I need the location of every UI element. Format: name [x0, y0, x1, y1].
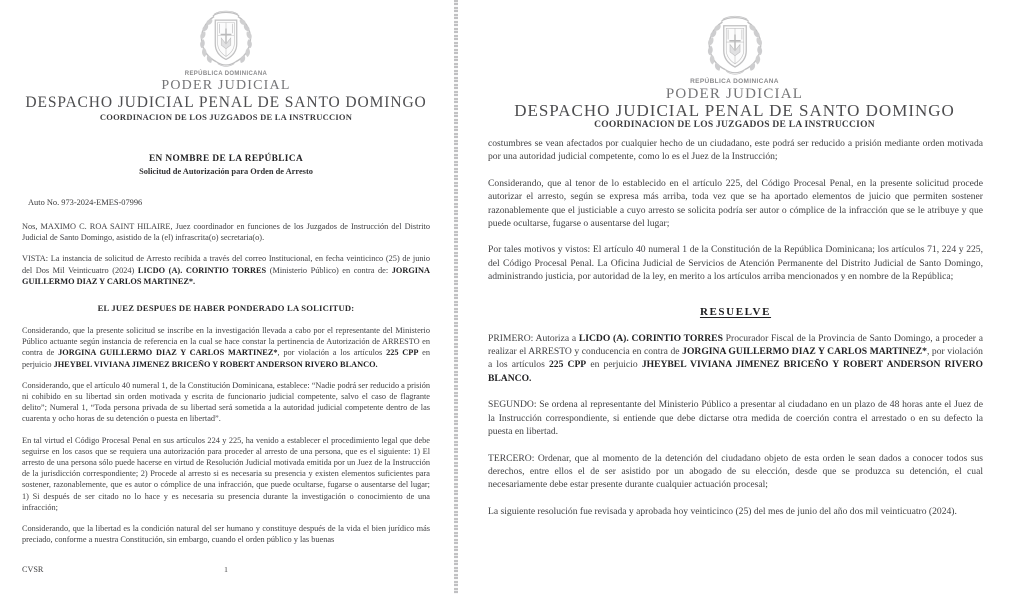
considerando-1-part-e: en perjuicio — [22, 348, 431, 369]
page-1-title: EN NOMBRE DE LA REPÚBLICA — [148, 154, 304, 164]
primero-prosecutor: LICDO (A). CORINTIO TORRES — [578, 332, 723, 344]
page-1-letterhead — [0, 0, 452, 123]
scan-edge-noise — [454, 0, 458, 594]
primero-victims: JHEYBEL VIVIANA JIMENEZ BRICEÑO Y ROBERT ANDERSON RIVERO BLANCO. — [488, 359, 983, 384]
considerando-1-article: 225 CPP — [386, 348, 419, 358]
considerando-1-defendants: JORGINA GUILLERMO DIAZ Y CARLOS MARTINEZ* — [58, 348, 278, 358]
letterhead-country: REPÚBLICA DOMINICANA — [184, 71, 268, 77]
dominican-republic-coat-of-arms-emblem — [697, 12, 773, 77]
document-page-1 — [0, 0, 452, 594]
paragraph-nos: Nos, MAXIMO C. ROA SAINT HILAIRE, Juez coordinador en funciones de los Juzgados de Instrucción del Distrito Judicial de Santo Domingo, asistido de la (el) infrascrita(o) secretaria(o). — [22, 222, 430, 243]
considerando-1-part-a: Considerando, que la presente solicitud se inscribe en la investigación llevada a cabo por el representante del Ministerio Público actuante según instancia de referencia en la cual se hace constar la pertinencia de Autorización de ARRESTO en contra de — [22, 326, 430, 358]
considerando-1 — [22, 325, 430, 370]
considerando-articulo-225: Considerando, que al tenor de lo establecido en el artículo 225, del Código Procesal Penal, en la presente solicitud procede autorizar el arresto, según se expresa más arriba, toda vez que se ha aportado elementos de juicio que permiten sostener razonablemente que el justiciable a cuyo arresto se solicita podría ser autor o cómplice de la infracción que se le atribuye y que puede ocultarse, fugarse o ausentarse del lugar; — [488, 177, 983, 230]
page-2-letterhead — [460, 0, 1009, 131]
closing-statement: La siguiente resolución fue revisada y aprobada hoy veinticinco (25) del mes de junio del año dos mil veinticuatro (2024). — [488, 505, 957, 517]
page-1-body — [0, 153, 452, 545]
vista-mid: (Ministerio Público) en contra de: — [266, 265, 392, 275]
considerando-1-part-c: , por violación a los artículos — [277, 348, 387, 358]
letterhead-department: COORDINACION DE LOS JUZGADOS DE LA INSTRUCCION — [594, 120, 875, 130]
paragraph-codigo-procesal: En tal virtud el Código Procesal Penal en sus artículos 224 y 225, ha venido a establecer el procedimiento legal que debe seguirse en los casos que se requiera una autorización para proceder al arresto de una persona, que es el siguiente: 1) El arresto de una persona sólo puede hacerse en virtud de Resolución Judicial motivada emitida por un Juez de la Instrucción de la jurisdicción correspondiente; 2) Procede al arresto si es necesaria su presencia y existen elementos suficientes para sostener, razonablemente, que es autor o cómplice de una infracción, que puede ocultarse, fugarse o ausentarse del lugar; 1) Si después de ser citado no lo hace y es necesaria su presencia durante la investigación o conocimiento de una infracción; — [22, 435, 430, 512]
letterhead-office: DESPACHO JUDICIAL PENAL DE SANTO DOMINGO — [25, 94, 427, 111]
considerando-2: Considerando, que el artículo 40 numeral 1, de la Constitución Dominicana, establece: “Nadie podrá ser reducido a prisión ni cohibido en su libertad sin orden motivada y escrita de funcionario judicial competente, salvo el caso de flagrante delito”; Numeral 1, “Toda persona privada de su libertad será sometida a la autoridad judicial competente dentro de las cuarenta y ocho horas de su detención o puesta en libertad”. — [22, 380, 430, 424]
footer-initials: CVSR — [22, 565, 44, 574]
resuelve-heading: RESUELVE — [699, 305, 772, 318]
letterhead-department: COORDINACION DE LOS JUZGADOS DE LA INSTRUCCION — [99, 112, 353, 122]
vista-intro: VISTA: La instancia de solicitud de Arresto recibida a través del correo Institucional, en fecha veinticinco (25) de junio del Dos Mil Veinticuatro (2024) — [22, 254, 430, 275]
document-page-2 — [460, 0, 1009, 594]
primero-part-e: , por violación a los artículos — [488, 346, 983, 371]
vista-prosecutor: LICDO (A). CORINTIO TORRES — [137, 265, 267, 275]
judge-considered-heading: EL JUEZ DESPUES DE HABER PONDERADO LA SOLICITUD: — [97, 303, 355, 314]
primero-article: 225 CPP — [548, 359, 587, 371]
page-separator — [452, 0, 460, 594]
resolution-tercero: TERCERO: Ordenar, que al momento de la detención del ciudadano objeto de esta orden le sean dados a conocer todos sus derechos, entre ellos el de ser asistido por un abogado de su elección, desde que se produzca su detención, el cual necesariamente debe estar presente durante cualquier actuación procesal; — [488, 452, 983, 491]
page-2-body — [460, 131, 1009, 518]
letterhead-office: DESPACHO JUDICIAL PENAL DE SANTO DOMINGO — [514, 101, 955, 120]
letterhead-country: REPÚBLICA DOMINICANA — [690, 78, 779, 85]
auto-number: Auto No. 973-2024-EMES-07996 — [28, 198, 143, 207]
primero-part-c: Procurador Fiscal de la Provincia de Santo Domingo, a proceder a realizar el ARRESTO y conducencia en contra de — [488, 332, 983, 358]
paragraph-continuation: costumbres se vean afectados por cualquier hecho de un ciudadano, este podrá ser reducido a prisión mediante orden motivada por una autoridad judicial competente, como lo es el Juez de la Instrucción; — [488, 138, 983, 163]
primero-part-a: PRIMERO: Autoriza a — [488, 332, 579, 344]
dominican-republic-coat-of-arms-emblem — [190, 7, 262, 69]
considerando-libertad: Considerando, que la libertad es la condición natural del ser humano y constituye después de la vida el bien jurídico más preciado, conforme a nuestra Constitución, sin embargo, cuando el orden público y las buenas — [22, 524, 430, 545]
vista-defendants: JORGINA GUILLERMO DIAZ Y CARLOS MARTINEZ*. — [22, 265, 430, 286]
resolution-segundo: SEGUNDO: Se ordena al representante del Ministerio Público a presentar al ciudadano en un plazo de 48 horas ante el Juez de la Instrucción correspondiente, si entiende que debe dictarse otra medida de coerción contra el arrestado o en su defecto la puesta en libertad. — [488, 399, 983, 438]
page-1-subtitle: Solicitud de Autorización para Orden de Arresto — [139, 167, 313, 176]
letterhead-branch: PODER JUDICIAL — [161, 78, 291, 93]
paragraph-por-tales-motivos: Por tales motivos y vistos: El artículo 40 numeral 1 de la Constitución de la República Dominicana; los artículos 71, 224 y 225, del Código Procesal Penal. La Oficina Judicial de Servicios de Atención Permanente del Distrito Judicial de Santo Domingo, administrando justicia, por autoridad de la ley, en merito a los artículos arriba mencionados y en nombre de la República; — [488, 244, 983, 283]
resolution-primero — [488, 332, 983, 386]
primero-defendants: JORGINA GUILLERMO DIAZ Y CARLOS MARTINEZ* — [682, 346, 927, 358]
footer-page-number: 1 — [224, 565, 228, 574]
primero-part-g: en perjuicio — [586, 359, 642, 371]
letterhead-branch: PODER JUDICIAL — [665, 86, 804, 102]
paragraph-vista — [22, 253, 430, 287]
considerando-1-victims: JHEYBEL VIVIANA JIMENEZ BRICEÑO Y ROBERT ANDERSON RIVERO BLANCO. — [53, 359, 378, 369]
